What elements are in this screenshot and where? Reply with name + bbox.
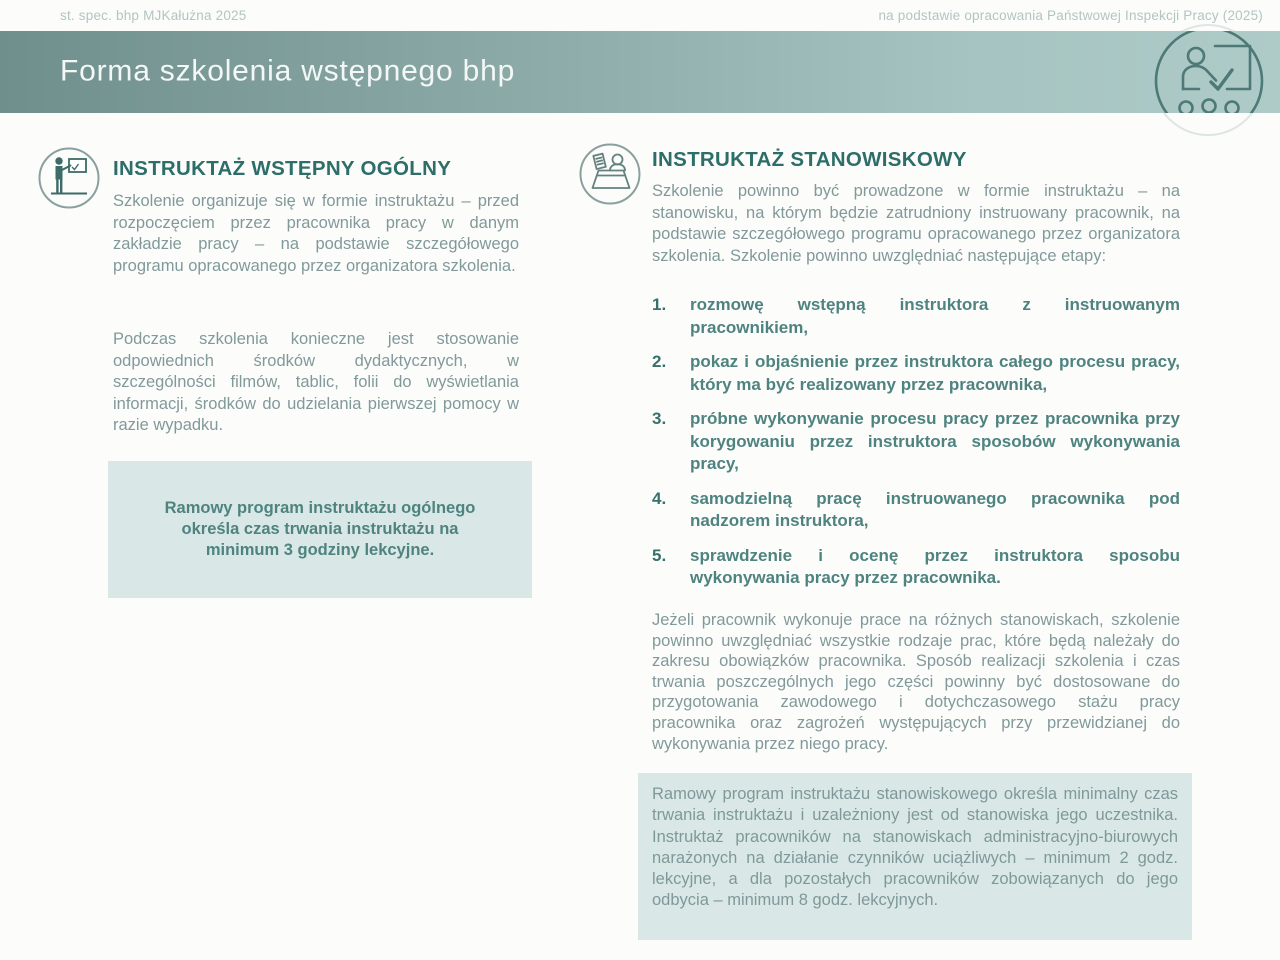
step-item-5 bbox=[652, 545, 1180, 590]
header-band bbox=[0, 31, 1280, 113]
right-highlight-box bbox=[638, 773, 1192, 940]
credit-left: st. spec. bhp MJKałużna 2025 bbox=[60, 8, 247, 23]
left-paragraph-1: Szkolenie organizuje się w formie instruktażu – przed rozpoczęciem przez pracownika pracy w danym zakładzie pracy – na podstawie szczegółowego programu opracowanego przez organizatora szkolenia. bbox=[113, 192, 519, 275]
step-text: sprawdzenie i ocenę przez instruktora sposobu wykonywania pracy przez pracownika. bbox=[690, 545, 1180, 587]
right-highlight-text: Ramowy program instruktażu stanowiskowego określa minimalny czas trwania instruktażu i uzależniony jest od stanowiska jego uczestnika. Instruktaż pracowników na stanowiskach administracyjno-biurowych narażonych na działanie czynników uciążliwych – minimum 2 godz. lekcyjne, a dla pozostałych pracowników zobowiązanych do jego odbycia – minimum 8 godz. lekcyjnych. bbox=[652, 785, 1178, 910]
step-item-1 bbox=[652, 294, 1180, 339]
step-number: 2. bbox=[652, 352, 667, 371]
step-item-2 bbox=[652, 351, 1180, 396]
step-number: 5. bbox=[652, 545, 667, 565]
credit-right: na podstawie opracowania Państwowej Inspekcji Pracy (2025) bbox=[878, 8, 1263, 23]
step-item-4 bbox=[652, 488, 1180, 533]
left-highlight-text: Ramowy program instruktażu ogólnego określa czas trwania instruktażu na minimum 3 godziny lekcyjne. bbox=[164, 499, 476, 559]
left-highlight-box bbox=[108, 461, 532, 598]
step-text: samodzielną pracę instruowanego pracownika pod nadzorem instruktora, bbox=[690, 488, 1180, 530]
step-list bbox=[652, 294, 1180, 602]
presenter-with-audience-icon bbox=[1153, 31, 1265, 113]
step-item-3 bbox=[652, 408, 1180, 476]
right-paragraph: Jeżeli pracownik wykonuje prace na różnych stanowiskach, szkolenie powinno uwzględniać wszystkie rodzaje prac, które będą należały do zakresu obowiązków pracownika. Sposób realizacji szkolenia i czas trwania poszczególnych jego części powinny być dostosowane do przygotowania zawodowego i dotychczasowego stażu pracy pracownika oraz zagrożeń występujących przy przewidzianej do wykonywania przez niego pracy. bbox=[652, 611, 1180, 753]
step-text: próbne wykonywanie procesu pracy przez pracownika przy korygowaniu przez instruktora sposobów wykonywania pracy, bbox=[690, 409, 1180, 473]
step-text: pokaz i objaśnienie przez instruktora całego procesu pracy, który ma być realizowany przez pracownika, bbox=[690, 352, 1180, 394]
trainer-at-whiteboard-icon bbox=[38, 147, 100, 209]
left-section-heading: INSTRUKTAŻ WSTĘPNY OGÓLNY bbox=[113, 157, 452, 180]
step-number: 1. bbox=[652, 295, 667, 314]
step-number: 3. bbox=[652, 409, 667, 428]
right-section-heading: INSTRUKTAŻ STANOWISKOWY bbox=[652, 148, 967, 171]
step-text: rozmowę wstępną instruktora z instruowanym pracownikiem, bbox=[690, 295, 1180, 337]
left-paragraph-2: Podczas szkolenia konieczne jest stosowanie odpowiednich środków dydaktycznych, w szczególności filmów, tablic, folii do wyświetlania informacji, środków do udzielania pierwszej pomocy w razie wypadku. bbox=[113, 330, 519, 435]
step-number: 4. bbox=[652, 488, 667, 508]
worker-at-workstation-icon bbox=[579, 143, 641, 205]
right-intro-paragraph: Szkolenie powinno być prowadzone w formie instruktażu – na stanowisku, na którym będzie zatrudniony instruowany pracownik, na podstawie szczegółowego programu opracowanego przez organizatora szkolenia. Szkolenie powinno uwzględniać następujące etapy: bbox=[652, 182, 1180, 265]
page-title: Forma szkolenia wstępnego bhp bbox=[60, 54, 516, 88]
